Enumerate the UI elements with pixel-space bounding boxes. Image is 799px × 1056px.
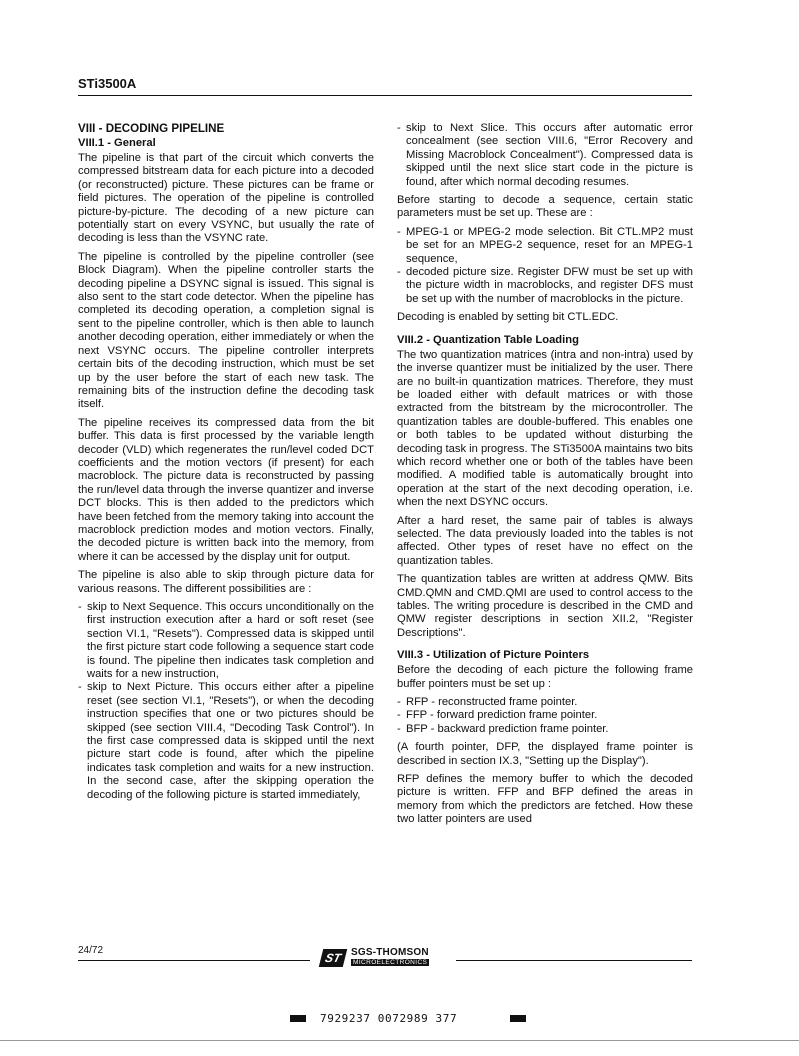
footer-rule-right — [456, 960, 692, 961]
running-header: STi3500A — [78, 76, 137, 91]
print-code — [290, 1012, 540, 1026]
st-logo — [321, 947, 451, 973]
page-number: 24/72 — [78, 945, 104, 956]
print-code-text: 7929237 0072989 377 — [320, 1012, 458, 1025]
subsection-heading-picture-pointers: VIII.3 - Utilization of Picture Pointers — [397, 649, 590, 662]
left-column — [78, 122, 374, 807]
subsection-heading-quantization: VIII.2 - Quantization Table Loading — [397, 333, 579, 346]
section-heading: VIII - DECODING PIPELINE — [78, 122, 225, 135]
list-item: - MPEG-1 or MPEG-2 mode selection. Bit CTL.MP2 must be set for an MPEG-2 sequence, reset for an MPEG-1 sequence, — [397, 226, 693, 266]
pointer-list — [397, 696, 693, 736]
paragraph: Decoding is enabled by setting bit CTL.EDC. — [397, 311, 619, 324]
list-item: - skip to Next Sequence. This occurs unconditionally on the first instruction execution after a hard or soft reset (see section VI.1, "Resets"). Compressed data is skipped until the first picture start code following a sequence start code is found. The pipeline then indicates task completion and waits for a new instruction, — [78, 601, 374, 681]
paragraph: The pipeline receives its compressed data from the bit buffer. This data is first processed by the variable length decoder (VLD) which regenerates the run/level coded DCT coefficients and the motion vectors (if present) for each macroblock. The picture data is reconstructed by passing the run/level data through the inverse quantizer and inverse DCT blocks. This is then added to the predictors which have been fetched from the memory taking into account the macroblock prediction modes and motion vectors. Finally, the decoded picture is written back into the memory, from where it can be accessed by the display unit for output. — [78, 416, 374, 563]
footer-rule-left — [78, 960, 310, 961]
list-item: - skip to Next Picture. This occurs either after a pipeline reset (see section VI.1, "Resets"), or when the decoding instruction specifies that one or two pictures should be skipped (see section VIII.4, "Decoding Task Control"). In the first case compressed data is skipped until the next picture start code is found, after which the pipeline indicates task completion and waits for a new instruction. In the second case, after the skipping operation the decoding of the following picture is started immediately, — [78, 681, 374, 802]
list-item: - RFP - reconstructed frame pointer. — [397, 696, 693, 709]
paragraph: The pipeline is also able to skip through picture data for various reasons. The different possibilities are : — [78, 569, 374, 595]
paragraph: RFP defines the memory buffer to which the decoded picture is written. FFP and BFP defined the areas in memory from which the predictors are fetched. How these two latter pointers are used — [397, 773, 693, 826]
paragraph: The pipeline is controlled by the pipeline controller (see Block Diagram). When the pipeline controller starts the decoding pipeline a DSYNC signal is issued. This signal is also sent to the start code detector. When the pipeline has completed its decoding operation, a completion signal is sent to the pipeline controller, which is then able to launch another decoding operation, either immediately or when the next VSYNC occurs. The pipeline controller interprets certain bits of the decoding instruction, which must be set up by the user before the start of each new task. The remaining bits of the instruction define the decoding task itself. — [78, 250, 374, 411]
logo-name: SGS-THOMSON — [351, 947, 429, 958]
paragraph: The quantization tables are written at address QMW. Bits CMD.QMN and CMD.QMI are used to control access to the tables. The writing procedure is described in the CMD and QMW register descriptions in section XII.2, "Register Descriptions". — [397, 573, 693, 639]
paragraph: The two quantization matrices (intra and non-intra) used by the inverse quantizer must be initialized by the user. There are no built-in quantization matrices. Therefore, they must be loaded either with default matrices or with those extracted from the bitstream by the microcontroller. The quantization tables are double-buffered. This enables one or both tables to be updated without disturbing the decoding task in progress. The STi3500A maintains two bits which record whether one or both of the tables have been modified. A modified table is automatically brought into operation at the start of the next decoding operation, i.e. when the next DSYNC occurs. — [397, 348, 694, 509]
list-item: - FFP - forward prediction frame pointer. — [397, 709, 693, 722]
paragraph: Before starting to decode a sequence, certain static parameters must be set up. These are : — [397, 194, 693, 220]
paragraph: Before the decoding of each picture the following frame buffer pointers must be set up : — [397, 664, 693, 690]
header-rule — [78, 95, 692, 96]
bottom-rule — [0, 1040, 799, 1041]
page-footer — [78, 945, 692, 975]
black-bar-icon — [290, 1015, 306, 1022]
paragraph: The pipeline is that part of the circuit which converts the compressed bitstream data for each picture into a decoded (or reconstructed) picture. These pictures can be frame or field pictures. The operation of the pipeline is controlled picture-by-picture. The decoding of a new picture can potentially start on every VSYNC, but usually the rate of decoding is less than the VSYNC rate. — [78, 152, 374, 245]
list-item: - BFP - backward prediction frame pointer. — [397, 723, 693, 736]
black-bar-icon — [510, 1015, 526, 1022]
paragraph: (A fourth pointer, DFP, the displayed frame pointer is described in section IX.3, "Setting up the Display"). — [397, 741, 693, 767]
logo-subtitle: MICROELECTRONICS — [353, 959, 428, 966]
skip-list — [78, 601, 374, 802]
subsection-heading-general: VIII.1 - General — [78, 137, 156, 149]
skip-list-continued — [397, 122, 693, 189]
right-column — [397, 122, 693, 832]
static-parameter-list — [397, 226, 693, 306]
st-logo-icon: ST — [319, 949, 347, 967]
paragraph: After a hard reset, the same pair of tables is always selected. The data previously loaded into the tables is not affected. Other types of reset have no effect on the quantization tables. — [397, 514, 693, 567]
list-item: - decoded picture size. Register DFW must be set up with the picture width in macroblocks, and register DFS must be set up with the number of macroblocks in the picture. — [397, 266, 693, 306]
list-item: - skip to Next Slice. This occurs after automatic error concealment (see section VIII.6, "Error Recovery and Missing Macroblock Concealment"). Compressed data is skipped until the next slice start code in the picture is found, after which normal decoding resumes. — [397, 122, 693, 189]
